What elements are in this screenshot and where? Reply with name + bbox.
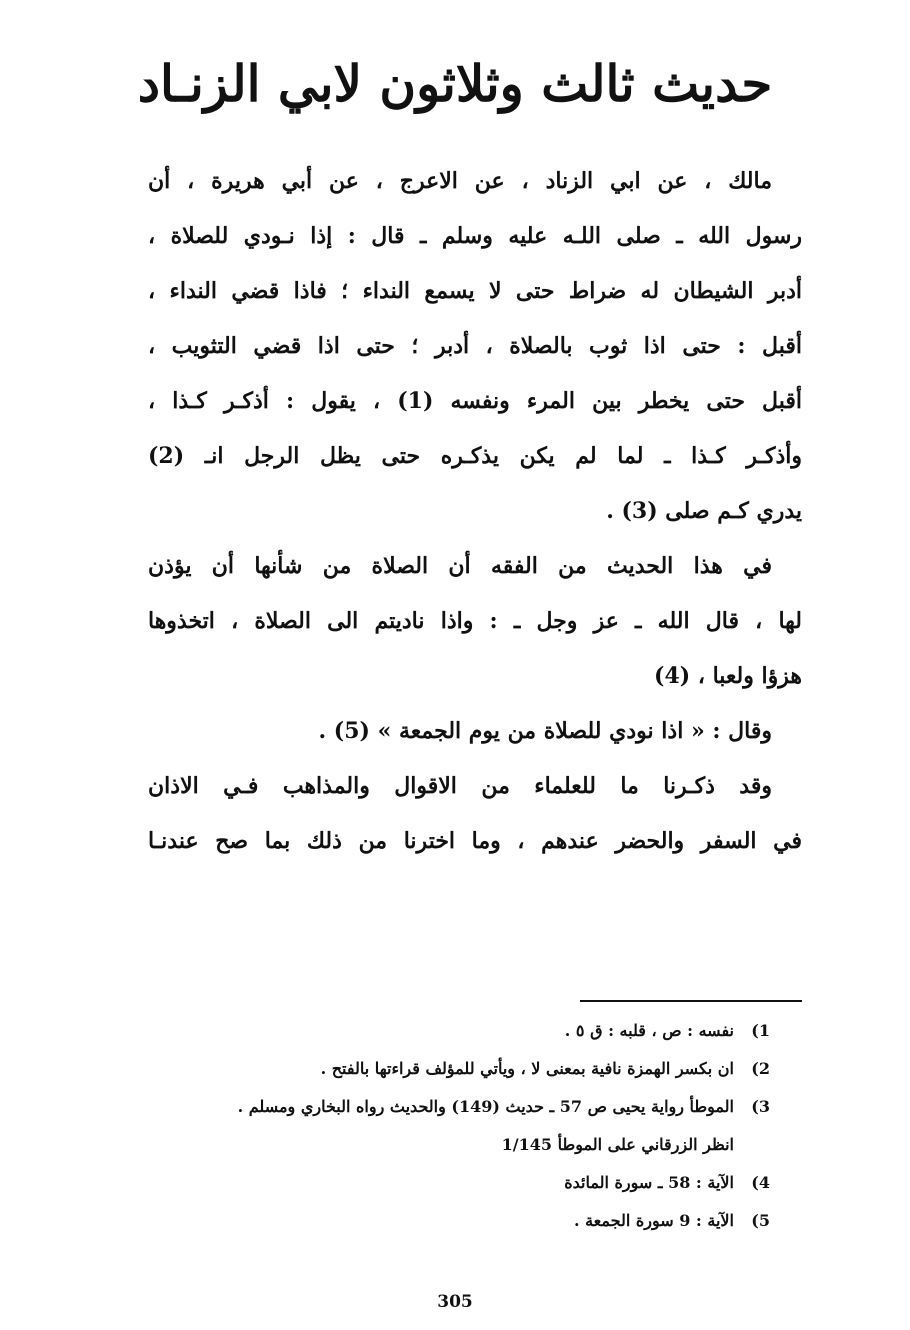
footnote-text: الموطأ رواية يحيى ص 57 ـ حديث (149) والحديث رواه البخاري ومسلم . xyxy=(237,1097,734,1116)
body-line: رسول الله ـ صلى اللـه عليه وسلم ـ قال : إذا نـودي للصلاة ، xyxy=(148,223,802,249)
body-line: مالك ، عن ابي الزناد ، عن الاعرج ، عن أبي هريرة ، أن xyxy=(148,168,772,194)
body-line: يدري كـم صلى (3) . xyxy=(606,498,802,524)
body-line: أقبل حتى يخطر بين المرء ونفسه (1) ، يقول : أذكـر كـذا ، xyxy=(148,388,802,414)
footnote-number: 3) xyxy=(751,1097,770,1116)
footnote-divider xyxy=(580,1000,802,1002)
footnote-item xyxy=(150,1164,770,1202)
footnote-number: 1) xyxy=(751,1021,770,1040)
body-line: أقبل : حتى اذا ثوب بالصلاة ، أدبر ؛ حتى اذا قضي التثويب ، xyxy=(148,333,802,359)
footnote-item xyxy=(150,1088,770,1126)
footnote-text: الآية : 9 سورة الجمعة . xyxy=(573,1211,734,1230)
footnote-number: 2) xyxy=(751,1059,770,1078)
chapter-title: حديث ثالث وثلاثون لابي الزنـاد xyxy=(137,54,773,113)
body-line: في هذا الحديث من الفقه أن الصلاة من شأنها أن يؤذن xyxy=(148,553,772,579)
footnote-text: انظر الزرقاني على الموطأ 1/145 xyxy=(501,1135,734,1154)
footnote-text: نفسه : ص ، قلبه : ق ٥ . xyxy=(564,1021,734,1040)
footnotes xyxy=(150,1012,770,1240)
body-line: أدبر الشيطان له ضراط حتى لا يسمع النداء ؛ فاذا قضي النداء ، xyxy=(148,278,802,304)
body-line: في السفر والحضر عندهم ، وما اخترنا من ذلك بما صح عندنـا xyxy=(148,828,802,854)
footnote-item xyxy=(150,1050,770,1088)
body-line: وأذكـر كـذا ـ لما لم يكن يذكـره حتى يظل الرجل انـ (2) xyxy=(148,443,802,469)
page-number: 305 xyxy=(437,1292,473,1312)
footnote-item xyxy=(150,1202,770,1240)
body-text xyxy=(148,154,802,869)
footnote-continuation xyxy=(150,1126,770,1164)
footnote-text: ان بكسر الهمزة نافية بمعنى لا ، ويأتي للمؤلف قراءتها بالفتح . xyxy=(320,1059,734,1078)
body-line: لها ، قال الله ـ عز وجل ـ : واذا ناديتم الى الصلاة ، اتخذوها xyxy=(148,608,802,634)
footnote-number: 5) xyxy=(751,1211,770,1230)
footnote-item xyxy=(150,1012,770,1050)
footnote-text: الآية : 58 ـ سورة المائدة xyxy=(564,1173,734,1192)
body-line: وقد ذكـرنا ما للعلماء من الاقوال والمذاهب فـي الاذان xyxy=(148,773,772,799)
footnote-number: 4) xyxy=(751,1173,770,1192)
body-line: وقال : « اذا نودي للصلاة من يوم الجمعة » (5) . xyxy=(318,718,772,744)
body-line: هزؤا ولعبا ، (4) xyxy=(654,663,802,689)
